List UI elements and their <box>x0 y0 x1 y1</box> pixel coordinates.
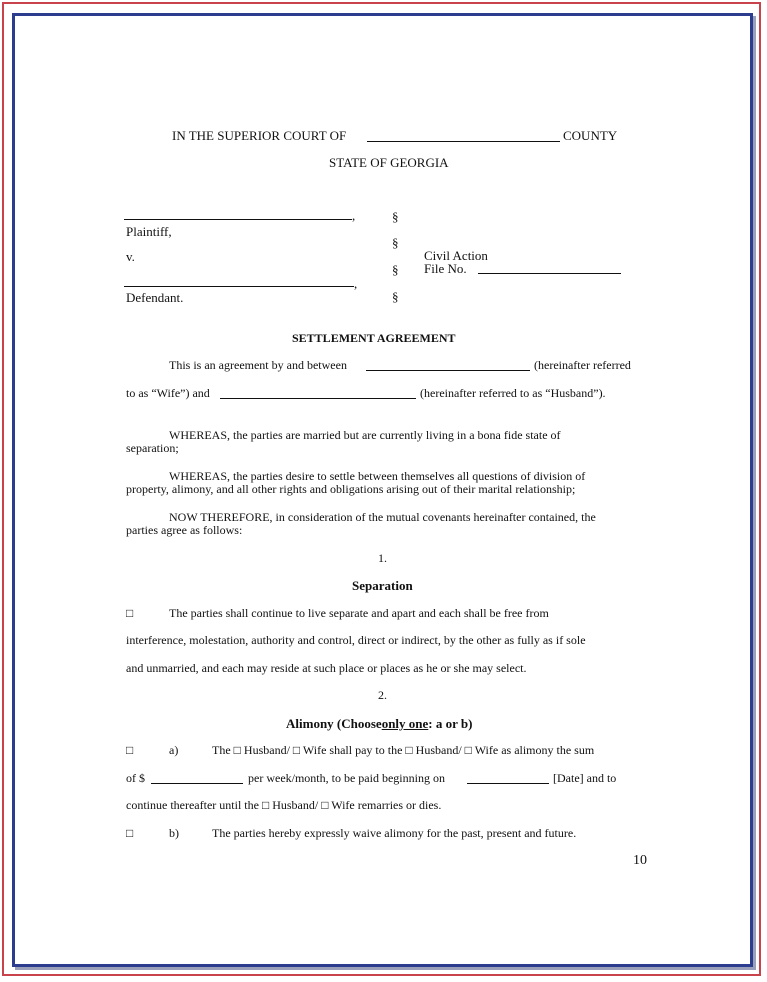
whereas1-line1: WHEREAS, the parties are married but are currently living in a bona fide state of <box>169 428 561 442</box>
plaintiff-comma: , <box>352 208 356 223</box>
intro-line1-end: (hereinafter referred <box>534 358 631 372</box>
option-a-line2-suffix: [Date] and to <box>553 771 617 785</box>
option-b-checkbox[interactable]: □ <box>126 826 134 840</box>
husband-name-blank <box>220 398 416 399</box>
whereas1-line2: separation; <box>126 441 179 455</box>
file-no-label: File No. <box>424 261 467 276</box>
whereas2-line2: property, alimony, and all other rights and obligations arising out of their marital relationship; <box>126 482 576 496</box>
plaintiff-label: Plaintiff, <box>126 224 172 239</box>
defendant-label: Defendant. <box>126 290 184 305</box>
now-therefore-line1: NOW THEREFORE, in consideration of the mutual covenants hereinafter contained, the <box>169 510 596 524</box>
section1-heading: Separation <box>352 578 413 593</box>
section2-number: 2. <box>378 688 387 702</box>
county-blank <box>367 141 560 142</box>
whereas2-line1: WHEREAS, the parties desire to settle between themselves all questions of division of <box>169 469 586 483</box>
option-a-label: a) <box>169 743 179 757</box>
section2-heading-emphasis: only one <box>381 716 429 731</box>
state-heading: STATE OF GEORGIA <box>329 155 449 170</box>
section-sign-3: § <box>392 262 399 277</box>
intro-line1-start: This is an agreement by and between <box>169 358 347 372</box>
option-a-line2-mid: per week/month, to be paid beginning on <box>248 771 445 785</box>
now-therefore-line2: parties agree as follows: <box>126 523 243 537</box>
section-sign-2: § <box>392 235 399 250</box>
section-sign-4: § <box>392 289 399 304</box>
section2-heading <box>286 716 472 731</box>
intro-line2-start: to as “Wife”) and <box>126 386 210 400</box>
civil-action-label: Civil Action <box>424 248 488 263</box>
option-b-line1: The parties hereby expressly waive alimony for the past, present and future. <box>212 826 577 840</box>
defendant-comma: , <box>354 276 358 291</box>
wife-name-blank <box>366 370 530 371</box>
defendant-blank <box>124 286 354 287</box>
section1-line1: The parties shall continue to live separate and apart and each shall be free from <box>169 606 549 620</box>
agreement-title: SETTLEMENT AGREEMENT <box>292 331 456 345</box>
section1-checkbox[interactable]: □ <box>126 606 134 620</box>
alimony-amount-blank <box>151 783 243 784</box>
option-b-label: b) <box>169 826 179 840</box>
section1-line3: and unmarried, and each may reside at such place or places as he or she may select. <box>126 661 527 675</box>
option-a-line1: The □ Husband/ □ Wife shall pay to the □ Husband/ □ Wife as alimony the sum <box>212 743 595 757</box>
versus-label: v. <box>126 249 135 264</box>
section2-heading-end: : a or b) <box>428 716 473 731</box>
court-heading: IN THE SUPERIOR COURT OF <box>172 128 347 143</box>
option-a-checkbox[interactable]: □ <box>126 743 134 757</box>
plaintiff-blank <box>124 219 352 220</box>
section1-number: 1. <box>378 551 387 565</box>
section1-line2: interference, molestation, authority and control, direct or indirect, by the other as fully as if sole <box>126 633 586 647</box>
section2-heading-start: Alimony (Choose <box>286 716 382 731</box>
county-label: COUNTY <box>563 128 618 143</box>
start-date-blank <box>467 783 549 784</box>
file-no-blank <box>478 273 621 274</box>
option-a-line2-prefix: of $ <box>126 771 145 785</box>
page-number: 10 <box>633 853 647 868</box>
intro-line2-end: (hereinafter referred to as “Husband”). <box>420 386 606 400</box>
option-a-line3: continue thereafter until the □ Husband/ □ Wife remarries or dies. <box>126 798 442 812</box>
section-sign-1: § <box>392 209 399 224</box>
